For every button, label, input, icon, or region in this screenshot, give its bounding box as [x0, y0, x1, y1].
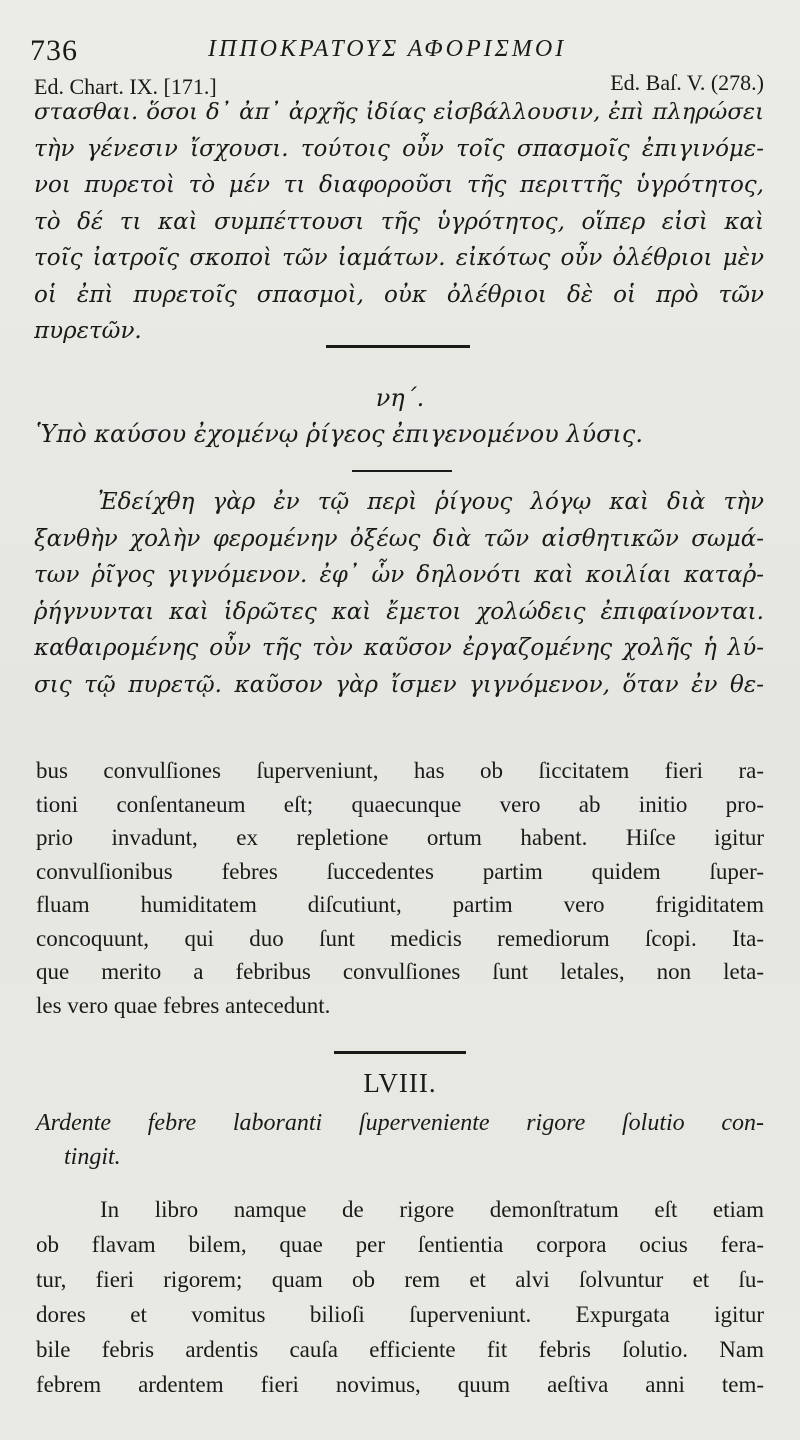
section-divider: [352, 470, 452, 472]
greek-aphorism-number: νη΄.: [375, 384, 425, 412]
latin-aphorism-number: LVIII.: [363, 1068, 437, 1098]
latin-aphorism-line: tingit.: [64, 1144, 121, 1170]
latin-line: que merito a febribus convulſiones ſunt letales, non leta-: [36, 959, 764, 984]
greek-line: τὴν γένεσιν ἴσχουσι. τούτοις οὖν τοῖς σπασμοῖς ἐπιγινόμε-: [34, 135, 764, 162]
greek-line: πυρετῶν.: [34, 318, 142, 344]
greek-line: οἱ ἐπὶ πυρετοῖς σπασμοὶ, οὐκ ὀλέθριοι δὲ οἱ πρὸ τῶν: [34, 281, 764, 308]
greek-line: ξανθὴν χολὴν φερομένην ὀξέως διὰ τῶν αἰσθητικῶν σωμά-: [34, 525, 764, 552]
edition-reference-basel: Ed. Baſ. V. (278.): [610, 70, 764, 95]
greek-line: Ἐδείχθη γὰρ ἐν τῷ περὶ ῥίγους λόγῳ καὶ διὰ τὴν: [98, 489, 764, 515]
greek-line: τὸ δέ τι καὶ συμπέττουσι τῆς ὑγρότητος, οἵπερ εἰσὶ καὶ: [34, 208, 764, 235]
greek-commentary-1: [34, 94, 764, 350]
section-divider: [326, 345, 470, 348]
page-number: 736: [30, 34, 78, 67]
latin-aphorism-text: [36, 1106, 764, 1174]
latin-line: tur, fieri rigorem; quam ob rem et alvi ſolvuntur et ſu-: [36, 1267, 764, 1292]
greek-line: ῥήγνυνται καὶ ἱδρῶτες καὶ ἔμετοι χολώδεις ἐπιφαίνονται.: [34, 598, 764, 625]
latin-line: convulſionibus febres ſuccedentes partim quidem ſuper-: [36, 858, 764, 884]
greek-line: σις τῷ πυρετῷ. καῦσον γὰρ ἴσμεν γιγνόμενον, ὅταν ἐν θε-: [34, 671, 764, 698]
latin-commentary-2: [36, 1192, 764, 1402]
section-divider: [334, 1051, 466, 1054]
latin-line: fluam humiditatem diſcutiunt, partim vero frigiditatem: [36, 892, 764, 917]
latin-line: bile febris ardentis cauſa efficiente fit febris ſolutio. Nam: [36, 1337, 764, 1362]
greek-line: νοι πυρετοὶ τὸ μέν τι διαφοροῦσι τῆς περιττῆς ὑγρότητος,: [34, 172, 764, 198]
latin-line: ob flavam bilem, quae per ſentientia corpora ocius fera-: [36, 1232, 764, 1257]
greek-line: τοῖς ἰατροῖς σκοποὶ τῶν ἰαμάτων. εἰκότως οὖν ὀλέθριοι μὲν: [34, 245, 764, 271]
latin-line: In libro namque de rigore demonſtratum eſt etiam: [100, 1197, 764, 1222]
latin-line: tioni conſentaneum eſt; quaecunque vero ab initio pro-: [36, 791, 764, 817]
latin-line: concoquunt, qui duo ſunt medicis remediorum ſcopi. Ita-: [36, 925, 764, 951]
greek-commentary-2: [34, 484, 764, 703]
greek-line: των ῥῖγος γιγνόμενον. ἐφ᾽ ὧν δηλονότι καὶ κοιλίαι καταῤ-: [34, 562, 764, 588]
edition-reference-chartier: Ed. Chart. IX. [171.]: [34, 74, 217, 99]
running-title: ΙΠΠΟΚΡΑΤΟΥΣ ΑΦΟΡΙΣΜΟΙ: [208, 36, 567, 62]
greek-aphorism-text: Ὑπὸ καύσου ἐχομένῳ ῥίγεος ἐπιγενομένου λύσις.: [36, 420, 643, 448]
latin-line: febrem ardentem fieri novimus, quum aeſtiva anni tem-: [36, 1372, 764, 1397]
greek-line: στασθαι. ὅσοι δ᾽ ἀπ᾽ ἀρχῆς ἰδίας εἰσβάλλουσιν, ἐπὶ πληρώσει: [34, 99, 764, 125]
latin-commentary-1: [36, 754, 764, 1022]
latin-aphorism-line: Ardente febre laboranti ſuperveniente rigore ſolutio con-: [36, 1110, 764, 1136]
latin-line: bus convulſiones ſuperveniunt, has ob ſiccitatem fieri ra-: [36, 758, 764, 783]
latin-line: les vero quae febres antecedunt.: [36, 992, 331, 1018]
latin-line: dores et vomitus bilioſi ſuperveniunt. Expurgata igitur: [36, 1302, 764, 1327]
latin-line: prio invadunt, ex repletione ortum habent. Hiſce igitur: [36, 825, 764, 850]
page-header: [30, 28, 770, 68]
greek-line: καθαιρομένης οὖν τῆς τὸν καῦσον ἐργαζομένης χολῆς ἡ λύ-: [34, 635, 764, 661]
